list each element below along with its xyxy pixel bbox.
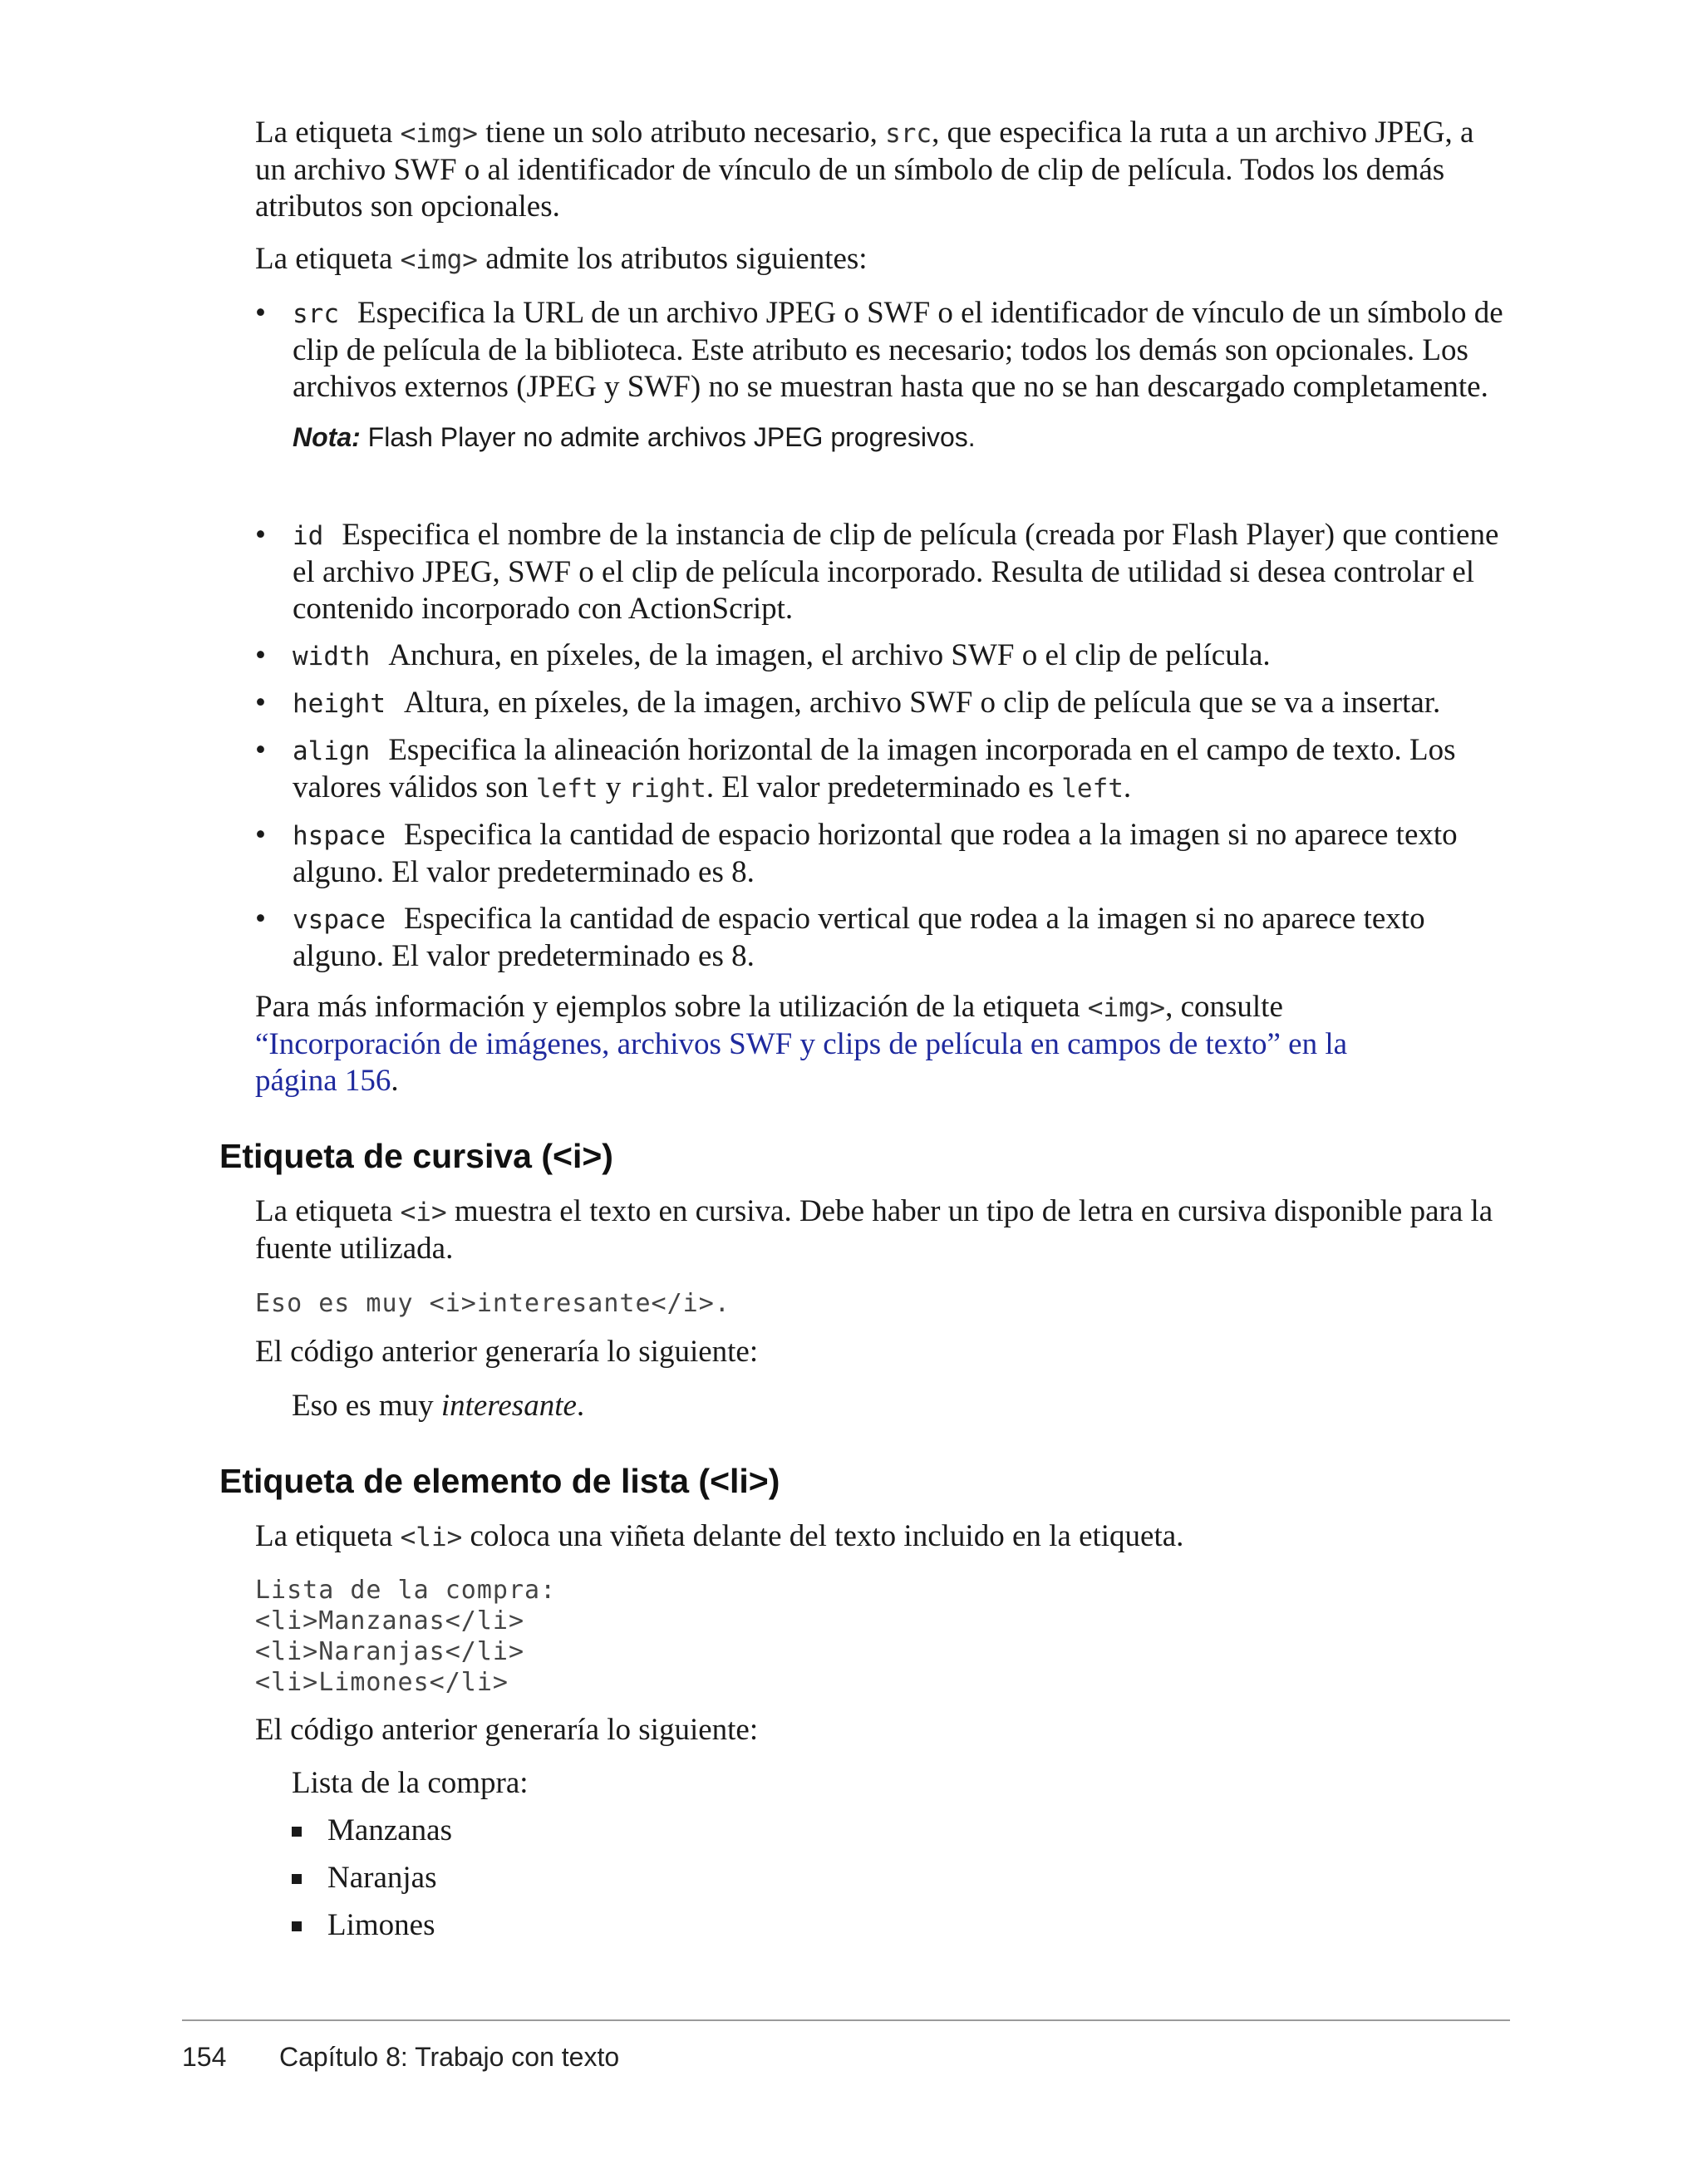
inline-code: left <box>1061 774 1124 804</box>
attribute-description: Especifica el nombre de la instancia de clip de película (creada por Flash Player) que contiene el archivo JPEG, SWF o el clip de película incorporado. Resulta de utilidad si desea controlar el contenido incorporado con ActionScript. <box>293 518 1499 626</box>
list-rendered-output <box>292 1765 529 1955</box>
bullet-icon: • <box>255 818 266 852</box>
text-run: Eso es muy <box>292 1389 441 1423</box>
text-run: Para más información y ejemplos sobre la utilización de la etiqueta <box>255 990 1088 1024</box>
attribute-term: hspace <box>293 821 386 851</box>
list-item <box>292 1813 529 1860</box>
list-item <box>292 1860 529 1907</box>
section-heading-italic: Etiqueta de cursiva (<i>) <box>219 1137 613 1175</box>
text-run: admite los atributos siguientes: <box>477 242 868 276</box>
list-item-hspace <box>255 817 1510 891</box>
text-run: El código anterior generaría lo siguiente: <box>255 1713 759 1747</box>
text-run: El código anterior generaría lo siguiente: <box>255 1335 759 1369</box>
attribute-description: Especifica la alineación horizontal de la imagen incorporada en el campo de texto. Los valores válidos son <box>293 733 1456 804</box>
attribute-term: align <box>293 736 371 766</box>
list-item-label: Naranjas <box>327 1861 437 1895</box>
text-run: . <box>391 1064 399 1098</box>
bullet-icon: • <box>255 733 266 767</box>
bullet-icon: • <box>255 902 266 936</box>
square-bullet-icon <box>292 1921 302 1931</box>
note-label: Nota: <box>293 422 361 452</box>
inline-code: <img> <box>400 245 478 275</box>
attribute-term: src <box>293 299 339 329</box>
attribute-description: Altura, en píxeles, de la imagen, archivo SWF o clip de película que se va a insertar. <box>403 686 1441 720</box>
list-item-vspace <box>255 901 1510 975</box>
attribute-term: width <box>293 642 371 671</box>
list-item-description <box>255 1518 1510 1556</box>
list-title: Lista de la compra: <box>292 1766 529 1800</box>
attribute-description: Especifica la URL de un archivo JPEG o SWF o el identificador de vínculo de un símbolo de clip de película de la biblioteca. Este atributo es necesario; todos los demás son opcionales. Los archivos externos (JPEG y SWF) no se muestran hasta que no se han descargado completamente. <box>293 296 1503 404</box>
list-item-id <box>255 517 1510 627</box>
note <box>255 421 1510 454</box>
code-example-list: Lista de la compra: <li>Manzanas</li> <li>Naranjas</li> <li>Limones</li> <box>255 1576 557 1697</box>
text-run: , consulte <box>1165 990 1283 1024</box>
inline-code: <img> <box>400 119 478 149</box>
bullet-icon: • <box>255 296 266 330</box>
list-item-src <box>255 295 1510 406</box>
text-run: La etiqueta <box>255 1519 401 1553</box>
bullet-icon: • <box>255 686 266 720</box>
text-run: La etiqueta <box>255 116 401 150</box>
attribute-description: Anchura, en píxeles, de la imagen, el archivo SWF o el clip de película. <box>388 638 1271 672</box>
more-info-paragraph <box>255 989 1435 1099</box>
italic-text: interesante <box>440 1389 577 1423</box>
list-item-label: Manzanas <box>327 1813 452 1847</box>
text-run: , que especifica la ruta a un archivo JPEG, a un archivo SWF o al identificador de vínculo de un símbolo de clip de película. Todos los demás atributos son opcionales. <box>255 116 1474 224</box>
list-item-align <box>255 732 1510 807</box>
text-run: . <box>1123 770 1132 804</box>
section-heading-list-item: Etiqueta de elemento de lista (<li>) <box>219 1462 780 1500</box>
attribute-description: Especifica la cantidad de espacio vertical que rodea a la imagen si no aparece texto alguno. El valor predeterminado es 8. <box>293 902 1425 973</box>
attribute-term: id <box>293 521 324 551</box>
italic-result-intro <box>255 1334 1510 1370</box>
inline-code: right <box>628 774 706 804</box>
attribute-term: vspace <box>293 905 386 935</box>
list-result-intro <box>255 1712 1510 1749</box>
square-bullet-icon <box>292 1827 302 1837</box>
text-run: coloca una viñeta delante del texto incluido en la etiqueta. <box>462 1519 1184 1553</box>
italic-rendered-output <box>292 1388 584 1424</box>
page-number: 154 <box>182 2042 227 2072</box>
cross-reference-link[interactable]: “Incorporación de imágenes, archivos SWF y clips de película en campos de texto” en la página 156 <box>255 1027 1348 1098</box>
list-item-height <box>255 685 1510 722</box>
square-bullet-icon <box>292 1874 302 1884</box>
inline-code: <i> <box>400 1198 447 1227</box>
text-run: La etiqueta <box>255 1194 401 1228</box>
text-run: y <box>598 770 629 804</box>
bullet-icon: • <box>255 518 266 552</box>
text-run: tiene un solo atributo necesario, <box>477 116 886 150</box>
text-run: . <box>576 1389 585 1423</box>
list-item-label: Limones <box>327 1908 435 1942</box>
code-example-italic: Eso es muy <i>interesante</i>. <box>255 1289 730 1318</box>
inline-code: src <box>885 119 932 149</box>
text-run: La etiqueta <box>255 242 401 276</box>
list-item-width <box>255 637 1510 675</box>
inline-code: left <box>535 774 598 804</box>
attribute-list-continued <box>255 517 1510 975</box>
inline-code: <li> <box>400 1522 463 1552</box>
chapter-title: Capítulo 8: Trabajo con texto <box>279 2042 620 2072</box>
intro-paragraph <box>255 115 1510 225</box>
text-run: muestra el texto en cursiva. Debe haber un tipo de letra en cursiva disponible para la fuente utilizada. <box>255 1194 1493 1266</box>
inline-code: <img> <box>1087 993 1166 1023</box>
bullet-icon: • <box>255 638 266 672</box>
text-run: . El valor predeterminado es <box>706 770 1062 804</box>
attribute-term: height <box>293 689 386 719</box>
italic-description <box>255 1193 1510 1267</box>
attribute-list <box>255 295 1510 454</box>
attribute-description: Especifica la cantidad de espacio horizontal que rodea a la imagen si no aparece texto alguno. El valor predeterminado es 8. <box>293 818 1458 889</box>
footer-rule <box>182 2019 1510 2021</box>
note-text: Flash Player no admite archivos JPEG progresivos. <box>360 422 976 452</box>
list-item <box>292 1907 529 1955</box>
attributes-intro <box>255 241 1510 278</box>
